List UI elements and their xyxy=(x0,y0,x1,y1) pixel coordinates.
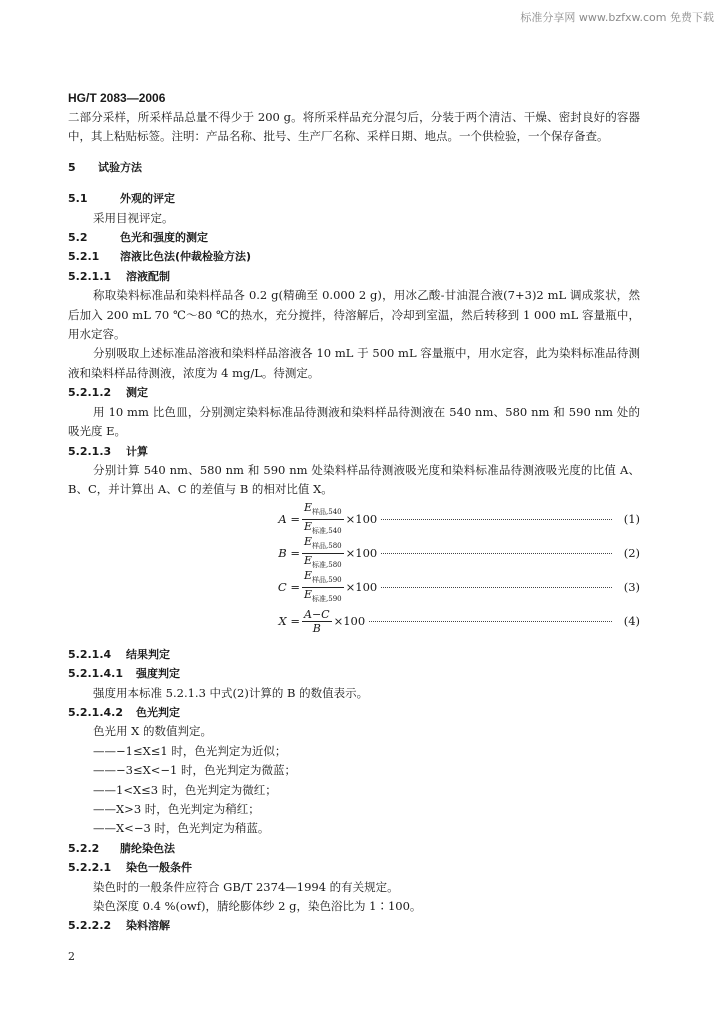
paragraph: 称取染料标准品和染料样品各 0.2 g(精确至 0.000 2 g)，用冰乙酸-甘油混合液(7+3)2 mL 调成浆状，然后加入 200 mL 70 ℃～80 ℃的热水，充分搅拌，待溶解后，冷却到室温，然后转移到 1 000 mL 容量瓶中，用水定容。 xyxy=(68,288,640,342)
section-title: 溶液配制 xyxy=(126,269,170,283)
fraction-numerator: $E_{样品,590}$ xyxy=(302,569,344,588)
section-number: 5.2.1.4.2 xyxy=(68,705,123,719)
paragraph: 分别计算 540 nm、580 nm 和 590 nm 处染料样品待测液吸光度和染料标准品待测液吸光度的比值 A、B、C，并计算出 A、C 的差值与 B 的相对比值 X。 xyxy=(68,462,640,497)
section-title: 结果判定 xyxy=(126,647,170,661)
section-number: 5 xyxy=(68,160,76,174)
section-number: 5.2.1.4 xyxy=(68,647,112,661)
heading-5 xyxy=(68,158,640,177)
sampling-paragraph: 二部分采样，所采样品总量不得少于 200 g。将所采样品充分混匀后，分装于两个清洁、干燥、密封良好的容器中，其上粘贴标签。注明：产品名称、批号、生产厂名称、采样日期、地点。一个供检验，一个保存备查。 xyxy=(68,110,640,144)
list-item: ——−1≤X≤1 时，色光判定为近似； xyxy=(93,743,287,758)
section-title: 外观的评定 xyxy=(120,192,175,206)
formula-1 xyxy=(68,503,640,537)
section-number: 5.2.1 xyxy=(68,250,100,264)
heading-5-2 xyxy=(68,228,640,247)
standard-number: HG/T 2083—2006 xyxy=(68,91,166,105)
section-title: 染色一般条件 xyxy=(126,861,192,875)
document-body xyxy=(68,108,640,936)
fraction-denominator: B xyxy=(312,622,321,636)
formula-fraction xyxy=(302,535,344,572)
formula-lhs: A = xyxy=(278,512,300,527)
section-number: 5.2.2.1 xyxy=(68,861,112,875)
section-number: 5.2.1.3 xyxy=(68,444,112,458)
section-number: 5.2 xyxy=(68,231,88,245)
list-item: ——−3≤X<−1 时，色光判定为微蓝； xyxy=(93,763,297,778)
heading-5-2-1-4-2 xyxy=(68,703,640,722)
heading-5-2-1-1 xyxy=(68,267,640,286)
heading-5-2-1 xyxy=(68,247,640,266)
section-number: 5.2.2.2 xyxy=(68,919,112,933)
section-number: 5.2.1.1 xyxy=(68,269,112,283)
section-title: 染料溶解 xyxy=(126,919,170,933)
formula-multiplier: ×100 xyxy=(333,614,366,629)
paragraph: 色光用 X 的数值判定。 xyxy=(93,724,212,739)
heading-5-2-1-3 xyxy=(68,442,640,461)
formula-multiplier: ×100 xyxy=(345,580,378,595)
paragraph: 用 10 mm 比色皿，分别测定染料标准品待测液和染料样品待测液在 540 nm、580 nm 和 590 nm 处的吸光度 E。 xyxy=(68,404,640,439)
heading-5-1 xyxy=(68,189,640,208)
fraction-numerator: $E_{样品,540}$ xyxy=(302,501,344,520)
section-title: 试验方法 xyxy=(98,160,142,174)
section-number: 5.2.1.4.1 xyxy=(68,667,123,681)
list-item: ——X<−3 时，色光判定为稍蓝。 xyxy=(93,821,270,836)
watermark: 标准分享网 www.bzfxw.com 免费下载 xyxy=(520,11,714,24)
heading-5-2-2-2 xyxy=(68,916,640,935)
formula-block xyxy=(68,503,640,639)
section-number: 5.1 xyxy=(68,192,88,206)
section-title: 计算 xyxy=(126,444,148,458)
formula-multiplier: ×100 xyxy=(345,512,378,527)
section-number: 5.2.1.2 xyxy=(68,386,112,400)
fraction-denominator: $E_{标准,540}$ xyxy=(304,520,342,536)
leader-dots xyxy=(381,519,612,520)
paragraph: 染色时的一般条件应符合 GB/T 2374—1994 的有关规定。 xyxy=(93,879,399,894)
formula-multiplier: ×100 xyxy=(345,546,378,561)
heading-5-2-2 xyxy=(68,839,640,858)
section-title: 强度判定 xyxy=(136,667,180,681)
heading-5-2-1-4 xyxy=(68,645,640,664)
formula-fraction xyxy=(302,569,344,606)
page-number: 2 xyxy=(68,950,75,963)
paragraph: 染色深度 0.4 %(owf)，腈纶膨体纱 2 g，染色浴比为 1∶100。 xyxy=(93,899,422,913)
formula-2 xyxy=(68,537,640,571)
fraction-numerator: $E_{样品,580}$ xyxy=(302,535,344,554)
equation-number: (1) xyxy=(623,512,640,527)
formula-lhs: C = xyxy=(277,580,300,595)
formula-fraction xyxy=(302,608,332,635)
equation-number: (4) xyxy=(623,614,640,629)
equation-number: (3) xyxy=(623,580,640,595)
leader-dots xyxy=(381,553,612,554)
section-title: 色光判定 xyxy=(136,705,180,719)
section-title: 测定 xyxy=(126,386,148,400)
heading-5-2-2-1 xyxy=(68,858,640,877)
fraction-denominator: $E_{标准,580}$ xyxy=(304,554,342,570)
formula-fraction xyxy=(302,501,344,538)
list-item: ——X>3 时，色光判定为稍红； xyxy=(93,801,260,816)
paragraph: 采用目视评定。 xyxy=(93,210,174,225)
formula-lhs: B = xyxy=(278,546,300,561)
paragraph: 强度用本标准 5.2.1.3 中式(2)计算的 B 的数值表示。 xyxy=(93,685,369,700)
paragraph: 分别吸取上述标准品溶液和染料样品溶液各 10 mL 于 500 mL 容量瓶中，用水定容，此为染料标准品待测液和染料样品待测液，浓度为 4 mg/L。待测定。 xyxy=(68,346,640,380)
leader-dots xyxy=(381,587,612,588)
leader-dots xyxy=(369,621,612,622)
formula-3 xyxy=(68,571,640,605)
equation-number: (2) xyxy=(623,546,640,561)
section-title: 溶液比色法(仲裁检验方法) xyxy=(120,250,252,264)
formula-lhs: X = xyxy=(278,614,300,629)
list-item: ——1<X≤3 时，色光判定为微红； xyxy=(93,782,277,797)
fraction-denominator: $E_{标准,590}$ xyxy=(304,588,342,604)
heading-5-2-1-2 xyxy=(68,383,640,402)
section-number: 5.2.2 xyxy=(68,841,100,855)
section-title: 腈纶染色法 xyxy=(120,841,175,855)
fraction-numerator: A−C xyxy=(304,608,330,622)
formula-4 xyxy=(68,605,640,639)
section-title: 色光和强度的测定 xyxy=(120,231,208,245)
heading-5-2-1-4-1 xyxy=(68,664,640,683)
